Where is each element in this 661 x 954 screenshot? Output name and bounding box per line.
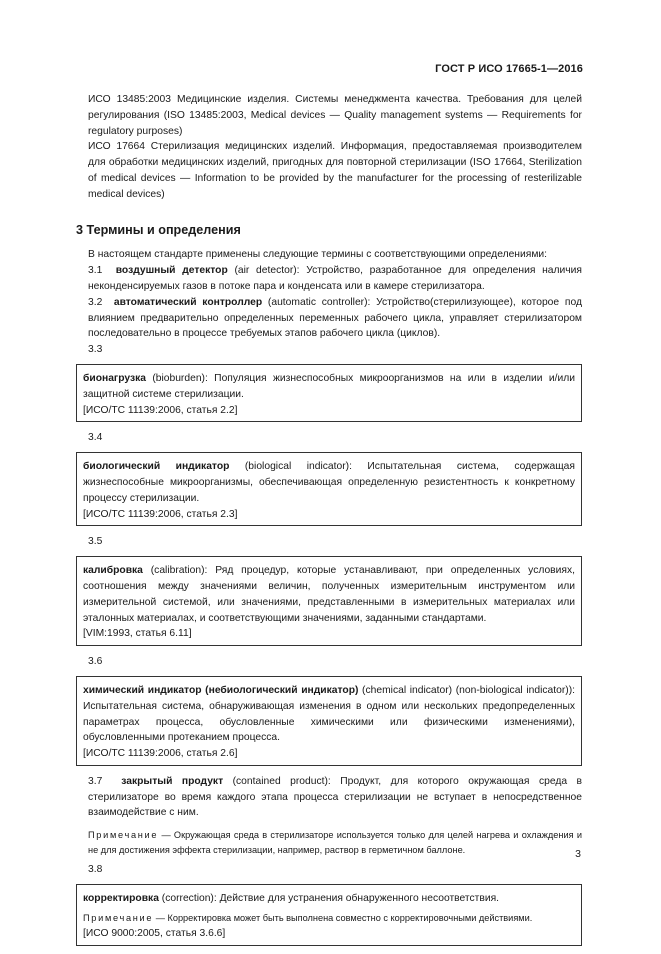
term-number: 3.7 bbox=[88, 775, 103, 787]
term-number: 3.2 bbox=[88, 296, 103, 308]
term-name: бионагрузка bbox=[83, 372, 146, 384]
term-definition: (calibration): Ряд процедур, которые устанавливают, при определенных условиях, соотношения между значениями величин, полученных измерительным инструментом или измерительной системой, или значениями, представленными в измерительных материалах или эталонных материалах, и соответствующими значениями, заданными стандартами. bbox=[83, 565, 575, 624]
term-number-3-6: 3.6 bbox=[88, 656, 103, 668]
term-name: закрытый продукт bbox=[121, 775, 224, 787]
term-box-3-4 bbox=[76, 452, 582, 526]
page-content bbox=[76, 92, 582, 954]
document-id: ГОСТ Р ИСО 17665-1—2016 bbox=[435, 63, 583, 75]
term-source: [ИСО/ТС 11139:2006, статья 2.6] bbox=[83, 748, 238, 760]
term-definition: (air detector): Устройство, разработанное для определения наличия неконденсируемых газов в потоке пара и конденсата или в камере стерилизатора. bbox=[88, 265, 582, 292]
note-label: Примечание bbox=[88, 830, 159, 841]
term-box-3-3 bbox=[76, 364, 582, 422]
term-3-2 bbox=[76, 295, 582, 342]
term-text bbox=[83, 563, 575, 626]
reference-iso-17664: ИСО 17664 Стерилизация медицинских изделий. Информация, предоставляемая производителем для обработки медицинских изделий, пригодных для повторной стерилизации (ISO 17664, Sterilization of medical devices — Information to be provided by the manufacturer for the processing of resterilizable medical devices) bbox=[88, 141, 582, 200]
term-3-7 bbox=[76, 774, 582, 821]
term-definition: (biological indicator): Испытательная система, содержащая жизнеспособные микроорганизмы, обеспечивающая определенную резистентность к конкретному процессу стерилизации. bbox=[83, 461, 575, 504]
page-number: 3 bbox=[575, 848, 581, 860]
term-number: 3.1 bbox=[88, 265, 103, 277]
term-source: [ИСО 9000:2005, статья 3.6.6] bbox=[83, 927, 226, 939]
term-definition: (automatic controller): Устройство(стерилизующее), которое под влиянием предварительно определенных переменных рабочего цикла, управляет стерилизатором последовательно в процессе требуемых этапов рабочего цикла (циклов). bbox=[88, 296, 582, 340]
term-number-3-8: 3.8 bbox=[88, 864, 103, 876]
term-name: воздушный детектор bbox=[115, 265, 228, 277]
term-definition: (bioburden): Популяция жизнеспособных микроорганизмов на или в изделии и/или защитной системе стерилизации. bbox=[83, 372, 575, 400]
term-number-3-3: 3.3 bbox=[88, 344, 103, 356]
term-definition: (chemical indicator) (non-biological indicator)): Испытательная система, обнаруживающая изменения в одном или нескольких предопределенных параметрах процесса, обусловленные химическими или физическими изменениями), обусловленными протеканием процесса. bbox=[83, 684, 575, 744]
term-source: [ИСО/ТС 11139:2006, статья 2.3] bbox=[83, 508, 238, 520]
note-text: — Окружающая среда в стерилизаторе используется только для целей нагрева и охлаждения и не для достижения эффекта стерилизации, например, раствор в герметичном баллоне. bbox=[88, 830, 582, 856]
term-box-3-6 bbox=[76, 676, 582, 766]
term-3-7-note bbox=[76, 828, 582, 858]
term-text bbox=[83, 891, 575, 907]
term-name: автоматический контроллер bbox=[113, 296, 263, 308]
term-number-3-4: 3.4 bbox=[88, 432, 103, 444]
section-intro: В настоящем стандарте применены следующие термины с соответствующими определениями: bbox=[88, 249, 548, 261]
term-box-3-5 bbox=[76, 556, 582, 646]
term-3-1 bbox=[76, 263, 582, 295]
term-text bbox=[83, 371, 575, 403]
section-title: 3 Термины и определения bbox=[76, 222, 241, 237]
term-name: биологический индикатор bbox=[83, 461, 230, 473]
note-text: — Корректировка может быть выполнена совместно с корректировочными действиями. bbox=[153, 912, 533, 923]
term-name: корректировка bbox=[83, 893, 159, 905]
term-name: химический индикатор (небиологический индикатор) bbox=[83, 684, 359, 696]
term-source: [VIM:1993, статья 6.11] bbox=[83, 628, 192, 640]
note-label: Примечание bbox=[83, 912, 154, 923]
term-name: калибровка bbox=[83, 565, 143, 577]
term-box-3-8 bbox=[76, 884, 582, 946]
term-definition: (contained product): Продукт, для которого окружающая среда в стерилизаторе во время каждого этапа процесса стерилизации не вступает в непосредственное взаимодействие с ним. bbox=[88, 775, 582, 819]
term-text bbox=[83, 683, 575, 746]
term-source: [ИСО/ТС 11139:2006, статья 2.2] bbox=[83, 404, 238, 416]
term-definition: (correction): Действие для устранения обнаруженного несоответствия. bbox=[158, 893, 500, 905]
term-3-8-note bbox=[83, 911, 575, 926]
reference-iso-13485: ИСО 13485:2003 Медицинские изделия. Системы менеджмента качества. Требования для целей регулирования (ISO 13485:2003, Medical devices — Quality management systems — Requirements for regulatory purposes) bbox=[88, 94, 582, 137]
term-number-3-5: 3.5 bbox=[88, 536, 103, 548]
term-text bbox=[83, 459, 575, 506]
